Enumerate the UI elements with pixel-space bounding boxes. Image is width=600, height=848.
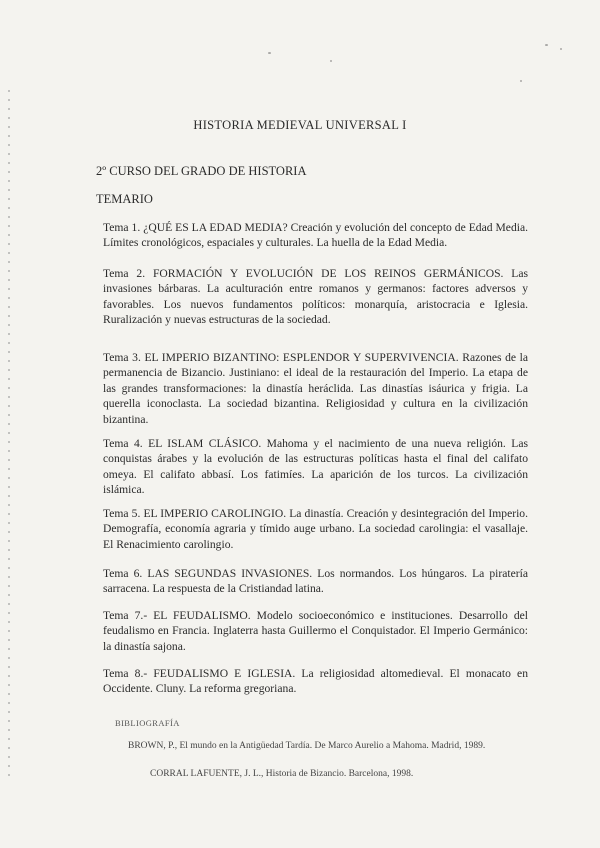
tema-3: [103, 350, 528, 427]
scan-edge-marks: [8, 90, 10, 780]
tema-8: [103, 666, 528, 697]
scan-speck: [520, 80, 522, 82]
tema-body: Razones de la permanencia de Bizancio. Justiniano: el ideal de la restauración del Imperio. La etapa de las grandes transformaciones: la dinastía heráclida. Las dinastías isáurica y frigia. La querella iconoclasta. La sociedad bizantina. Religiosidad y cultura en la civilización bizantina.: [103, 351, 529, 426]
tema-4: [103, 436, 528, 498]
tema-head: Tema 2. FORMACIÓN Y EVOLUCIÓN DE LOS REINOS GERMÁNICOS.: [103, 267, 504, 280]
tema-body: Modelo socioeconómico e instituciones. Desarrollo del feudalismo en Francia. Inglaterra hasta Guillermo el Conquistador. El Imperio Germánico: la dinastía sajona.: [103, 609, 528, 653]
tema-2: [103, 266, 528, 328]
tema-head: Tema 1. ¿QUÉ ES LA EDAD MEDIA?: [103, 221, 288, 234]
tema-head: Tema 7.- EL FEUDALISMO.: [103, 609, 251, 622]
bibliography-label: BIBLIOGRAFÍA: [115, 718, 180, 728]
section-heading: TEMARIO: [96, 192, 153, 206]
bibliography-ref: CORRAL LAFUENTE, J. L., Historia de Bizancio. Barcelona, 1998.: [150, 769, 414, 779]
tema-body: Mahoma y el nacimiento de una nueva religión. Las conquistas árabes y la evolución de las estructuras políticas hasta el final del califato omeya. El califato abbasí. Los fatimíes. La aparición de los turcos. La civilización islámica.: [103, 437, 528, 497]
tema-head: Tema 5. EL IMPERIO CAROLINGIO.: [103, 507, 287, 520]
tema-head: Tema 4. EL ISLAM CLÁSICO.: [103, 437, 262, 450]
tema-head: Tema 6. LAS SEGUNDAS INVASIONES.: [103, 567, 313, 580]
scan-speck: [560, 48, 562, 50]
tema-body: Las invasiones bárbaras. La aculturación entre romanos y germanos: factores adversos y favorables. Los nuevos fundamentos políticos: monarquía, aristocracia e Iglesia. Ruralización y nuevas estructuras de la sociedad.: [103, 267, 529, 327]
document-title: HISTORIA MEDIEVAL UNIVERSAL I: [193, 118, 407, 132]
tema-body: La religiosidad altomedieval. El monacato en Occidente. Cluny. La reforma gregoriana.: [103, 667, 528, 696]
tema-body: Los normandos. Los húngaros. La piratería sarracena. La respuesta de la Cristiandad latina.: [103, 567, 528, 596]
tema-7: [103, 608, 528, 654]
tema-body: Creación y evolución del concepto de Edad Media. Límites cronológicos, espaciales y culturales. La huella de la Edad Media.: [103, 221, 529, 250]
scan-speck: [330, 60, 332, 62]
tema-5: [103, 506, 528, 552]
tema-body: La dinastía. Creación y desintegración del Imperio. Demografía, economía agraria y tímido auge urbano. La sociedad carolingia: el vasallaje. El Renacimiento carolingio.: [103, 507, 528, 551]
bibliography-ref: BROWN, P., El mundo en la Antigüedad Tardía. De Marco Aurelio a Mahoma. Madrid, 1989.: [128, 741, 486, 751]
scan-speck: [268, 52, 271, 54]
tema-1: [103, 220, 528, 251]
tema-head: Tema 3. EL IMPERIO BIZANTINO: ESPLENDOR Y SUPERVIVENCIA.: [103, 351, 459, 364]
tema-6: [103, 566, 528, 597]
tema-head: Tema 8.- FEUDALISMO E IGLESIA.: [103, 667, 296, 680]
course-heading: 2º CURSO DEL GRADO DE HISTORIA: [96, 164, 307, 178]
scan-speck: [545, 44, 548, 46]
